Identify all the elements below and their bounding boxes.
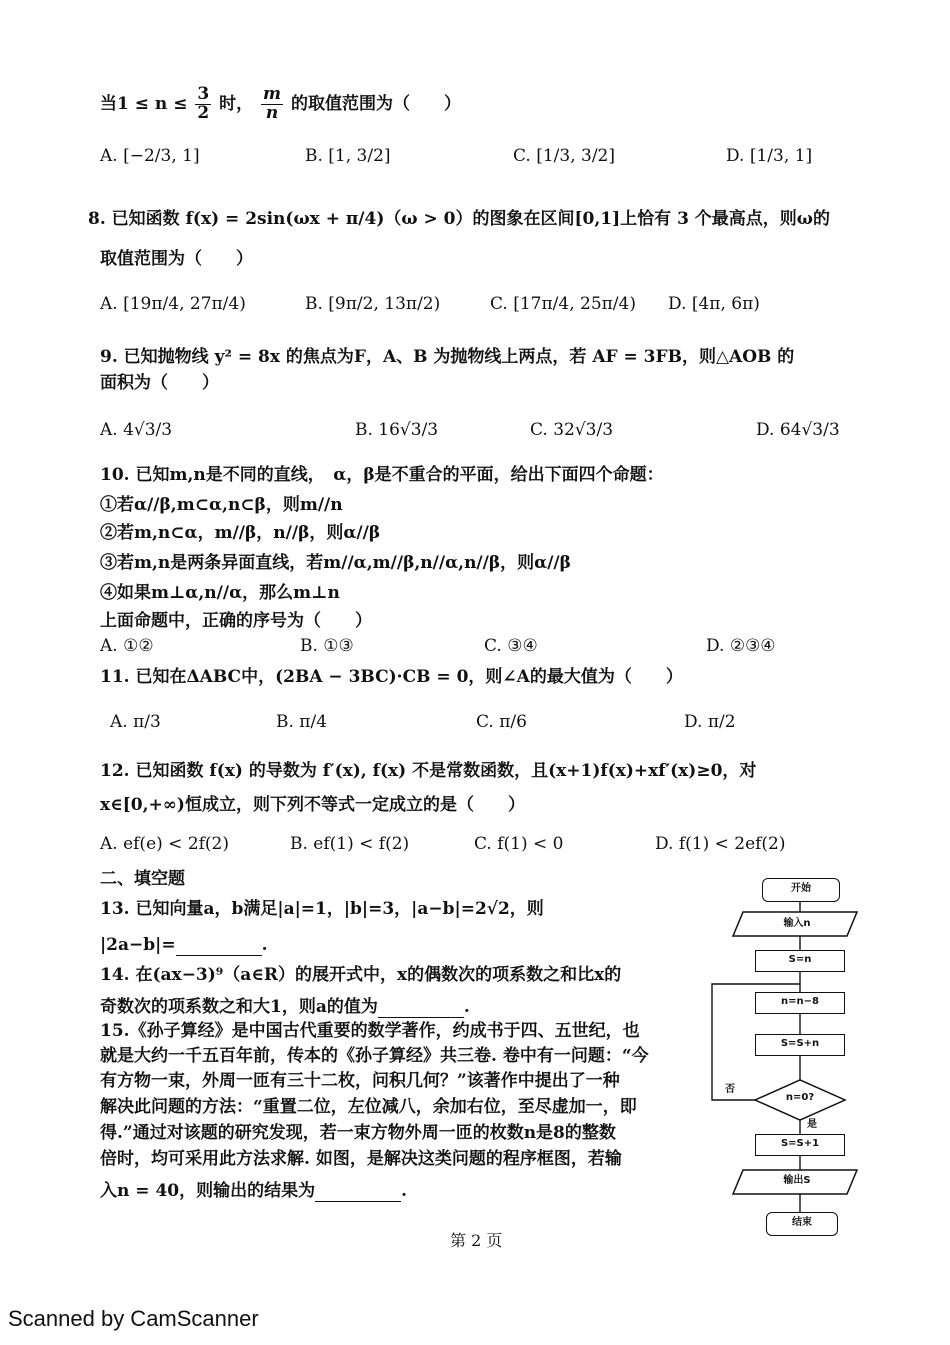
q8-option-c: C. [17π/4, 25π/4) xyxy=(490,294,636,314)
q7-option-d: D. [1/3, 1] xyxy=(726,146,813,166)
flow-n-minus-8: n=n−8 xyxy=(755,992,845,1014)
q10-option-b: B. ①③ xyxy=(300,636,354,656)
q13-stem-line2: |2a−b|= . xyxy=(100,935,268,955)
program-flowchart xyxy=(700,872,860,1252)
flow-s-equals-n: S=n xyxy=(755,950,845,972)
q11-option-d: D. π/2 xyxy=(684,712,736,732)
q14-stem-line1: 14. 在(ax−3)⁹（a∈R）的展开式中，x的偶数次的项系数之和比x的 xyxy=(100,965,622,985)
q13-answer-blank[interactable] xyxy=(176,939,262,956)
q15-text-end: 入n = 40，则输出的结果为 xyxy=(100,1181,316,1201)
q15-line-3: 有方物一束，外周一匝有三十二枚，问积几何？”该著作中提出了一种 xyxy=(100,1071,620,1091)
q15-line-7: 入n = 40，则输出的结果为 . xyxy=(100,1181,408,1201)
section-fill-in-heading: 二、填空题 xyxy=(100,869,185,889)
flow-yes-label: 是 xyxy=(807,1119,817,1130)
flow-condition: n=0? xyxy=(785,1092,815,1103)
page-number: 第 2 页 xyxy=(450,1231,503,1250)
q7-mn-fraction xyxy=(261,86,283,123)
q10-proposition-1: ①若α//β,m⊂α,n⊂β，则m//n xyxy=(100,495,343,515)
q7-frac-den: 2 xyxy=(197,102,210,123)
flow-end: 结束 xyxy=(766,1212,838,1236)
q15-line-4: 解决此问题的方法：“重置二位，左位减八，余加右位，至尽虚加一，即 xyxy=(100,1097,637,1117)
q10-proposition-2: ②若m,n⊂α，m//β，n//β，则α//β xyxy=(100,523,381,543)
q9-stem-line2: 面积为（ ） xyxy=(100,373,219,393)
q12-option-d: D. f(1) < 2ef(2) xyxy=(655,834,786,854)
q13-stem-line1: 13. 已知向量a，b满足|a|=1，|b|=3，|a−b|=2√2，则 xyxy=(100,899,544,919)
q8-option-d: D. [4π, 6π) xyxy=(668,294,760,314)
q11-option-a: A. π/3 xyxy=(110,712,161,732)
q7-mn-num: m xyxy=(263,84,282,104)
flow-input-n: 输入n xyxy=(783,918,811,929)
q12-option-a: A. ef(e) < 2f(2) xyxy=(100,834,230,854)
q11-option-c: C. π/6 xyxy=(476,712,527,732)
q8-stem-line2: 取值范围为（ ） xyxy=(100,249,253,269)
q14-answer-blank[interactable] xyxy=(378,1001,464,1018)
q11-stem: 11. 已知在ΔABC中，(2BA − 3BC)·CB = 0，则∠A的最大值为（ ） xyxy=(100,667,683,687)
q10-option-c: C. ③④ xyxy=(484,636,538,656)
q8-option-a: A. [19π/4, 27π/4) xyxy=(100,294,246,314)
q12-stem-line2: x∈[0,+∞)恒成立，则下列不等式一定成立的是（ ） xyxy=(100,795,525,815)
q14-text: 奇数次的项系数之和大1，则a的值为 xyxy=(100,997,378,1017)
q15-line-1: 15.《孙子算经》是中国古代重要的数学著作，约成书于四、五世纪，也 xyxy=(100,1021,640,1041)
q7-fraction xyxy=(195,86,211,123)
q10-stem: 10. 已知m,n是不同的直线， α，β是不重合的平面，给出下面四个命题： xyxy=(100,465,664,485)
q7-tail-text: 当1 ≤ n ≤ xyxy=(100,93,188,114)
q10-option-a: A. ①② xyxy=(100,636,154,656)
q12-stem-line1: 12. 已知函数 f(x) 的导数为 f′(x), f(x) 不是常数函数，且(x+1)f(x)+xf′(x)≥0，对 xyxy=(100,761,757,781)
q10-option-d: D. ②③④ xyxy=(706,636,776,656)
flow-no-label: 否 xyxy=(725,1084,735,1095)
q12-option-c: C. f(1) < 0 xyxy=(474,834,564,854)
q9-option-b: B. 16√3/3 xyxy=(355,420,439,440)
q9-option-a: A. 4√3/3 xyxy=(100,420,173,440)
q7-option-c: C. [1/3, 3/2] xyxy=(513,146,615,166)
q15-line-5: 得.”通过对该题的研究发现，若一束方物外周一匝的枚数n是8的整数 xyxy=(100,1123,616,1143)
q7-frac-num: 3 xyxy=(197,84,210,104)
flow-s-plus-1: S=S+1 xyxy=(755,1134,845,1156)
q11-option-b: B. π/4 xyxy=(276,712,328,732)
q10-proposition-3: ③若m,n是两条异面直线，若m//α,m//β,n//α,n//β，则α//β xyxy=(100,553,571,573)
q15-line-2: 就是大约一千五百年前，传本的《孙子算经》共三卷. 卷中有一问题：“今 xyxy=(100,1046,649,1066)
q15-line-6: 倍时，均可采用此方法求解. 如图，是解决这类问题的程序框图，若输 xyxy=(100,1149,622,1169)
q12-option-b: B. ef(1) < f(2) xyxy=(290,834,410,854)
q7-stem xyxy=(100,86,461,123)
q10-proposition-4: ④如果m⊥α,n//α，那么m⊥n xyxy=(100,583,340,603)
flow-output-s: 输出S xyxy=(783,1175,811,1186)
q8-stem-line1: 8. 已知函数 f(x) = 2sin(ωx + π/4)（ω > 0）的图象在区间[0,1]上恰有 3 个最高点，则ω的 xyxy=(88,209,830,229)
q7-mid-text: 时， xyxy=(219,93,254,114)
q13-expression: |2a−b|= xyxy=(100,935,176,955)
q9-option-d: D. 64√3/3 xyxy=(756,420,840,440)
q7-option-a: A. [−2/3, 1] xyxy=(100,146,200,166)
q15-answer-blank[interactable] xyxy=(315,1185,401,1202)
flow-s-plus-n: S=S+n xyxy=(755,1034,845,1056)
scanner-watermark: Scanned by CamScanner xyxy=(8,1306,259,1331)
q8-option-b: B. [9π/2, 13π/2) xyxy=(305,294,441,314)
q7-option-b: B. [1, 3/2] xyxy=(305,146,391,166)
q9-stem-line1: 9. 已知抛物线 y² = 8x 的焦点为F，A、B 为抛物线上两点，若 AF = 3FB，则△AOB 的 xyxy=(100,347,795,367)
q10-ask: 上面命题中，正确的序号为（ ） xyxy=(100,611,372,631)
flow-start: 开始 xyxy=(762,878,840,902)
q7-mn-den: n xyxy=(265,102,279,123)
q14-stem-line2: 奇数次的项系数之和大1，则a的值为 . xyxy=(100,997,470,1017)
q9-option-c: C. 32√3/3 xyxy=(530,420,614,440)
q7-end-text: 的取值范围为（ ） xyxy=(290,93,461,114)
